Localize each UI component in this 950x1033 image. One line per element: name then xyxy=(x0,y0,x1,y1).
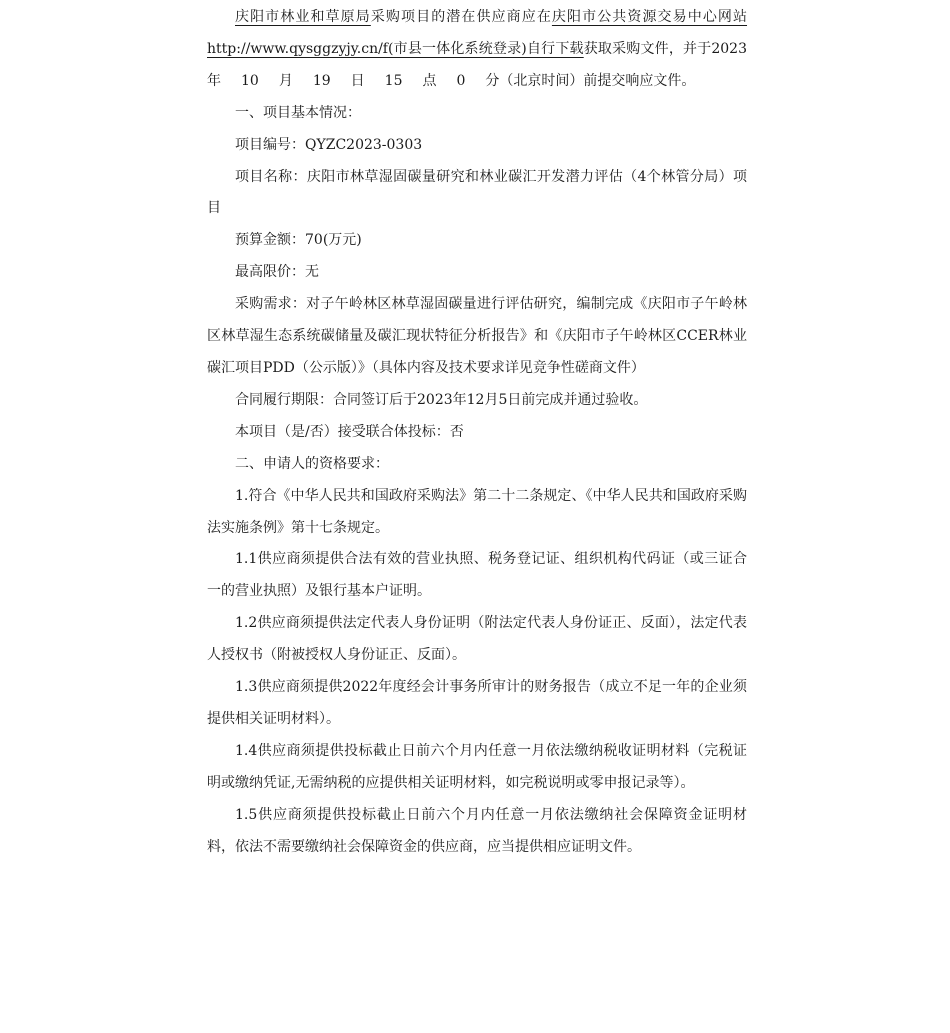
deadline-hour: 15 xyxy=(384,72,403,89)
deadline-month-label: 月 xyxy=(278,72,293,89)
contract-period: 合同履行期限：合同签订后于2023年12月5日前完成并通过验收。 xyxy=(235,391,648,408)
project-budget: 预算金额：70(万元) xyxy=(235,232,362,249)
requirement-item: 1.5供应商须提供投标截止日前六个月内任意一月依法缴纳社会保障资金证明材料，依法不需要缴纳社会保障资金的供应商，应当提供相应证明文件。 xyxy=(207,806,747,855)
consortium-bid: 本项目（是/否）接受联合体投标：否 xyxy=(235,423,464,440)
requirement-item: 1.符合《中华人民共和国政府采购法》第二十二条规定、《中华人民共和国政府采购法实施条例》第十七条规定。 xyxy=(207,487,747,536)
section-2-title: 二、申请人的资格要求： xyxy=(235,455,389,472)
project-max-price: 最高限价：无 xyxy=(235,264,319,281)
requirement-item: 1.4供应商须提供投标截止日前六个月内任意一月依法缴纳税收证明材料（完税证明或缴纳凭证,无需纳税的应提供相关证明材料，如完税说明或零申报记录等）。 xyxy=(207,742,747,791)
requirement-item: 1.1供应商须提供合法有效的营业执照、税务登记证、组织机构代码证（或三证合一的营业执照）及银行基本户证明。 xyxy=(207,551,747,600)
project-name: 项目名称：庆阳市林草湿固碳量研究和林业碳汇开发潜力评估（4个林管分局）项目 xyxy=(207,168,747,217)
deadline-day-label: 日 xyxy=(350,72,365,89)
intro-text: 采购项目的潜在供应商应在 xyxy=(370,9,552,25)
deadline-hour-label: 点 xyxy=(422,72,437,89)
download-site-link[interactable]: 庆阳市公共资源交易中心网站http://www.qysggzyjy.cn/f(市县一体化系统登录)自行下载 xyxy=(207,9,748,57)
project-requirement: 采购需求：对子午岭林区林草湿固碳量进行评估研究，编制完成《庆阳市子午岭林区林草湿生态系统碳储量及碳汇现状特征分析报告》和《庆阳市子午岭林区CCER林业碳汇项目PDD（公示版）》（具体内容及技术要求详见竞争性磋商文件） xyxy=(207,296,747,376)
section-1-title: 一、项目基本情况： xyxy=(235,104,361,121)
document-page xyxy=(207,2,747,863)
purchaser-name: 庆阳市林业和草原局 xyxy=(235,9,371,25)
deadline-minute-label: 分 xyxy=(485,72,500,89)
intro-text-2: 获取采购文件，并于2023年 xyxy=(207,40,748,89)
deadline-month: 10 xyxy=(241,72,259,89)
project-number: 项目编号：QYZC2023-0303 xyxy=(235,136,423,153)
deadline-day: 19 xyxy=(312,72,331,89)
intro-paragraph xyxy=(207,2,747,98)
deadline-minute: 0 xyxy=(456,72,466,89)
requirement-item: 1.2供应商须提供法定代表人身份证明（附法定代表人身份证正、反面），法定代表人授权书（附被授权人身份证正、反面）。 xyxy=(207,615,747,664)
requirement-item: 1.3供应商须提供2022年度经会计事务所审计的财务报告（成立不足一年的企业须提供相关证明材料）。 xyxy=(207,679,747,727)
intro-text-3: （北京时间）前提交响应文件。 xyxy=(499,72,696,89)
